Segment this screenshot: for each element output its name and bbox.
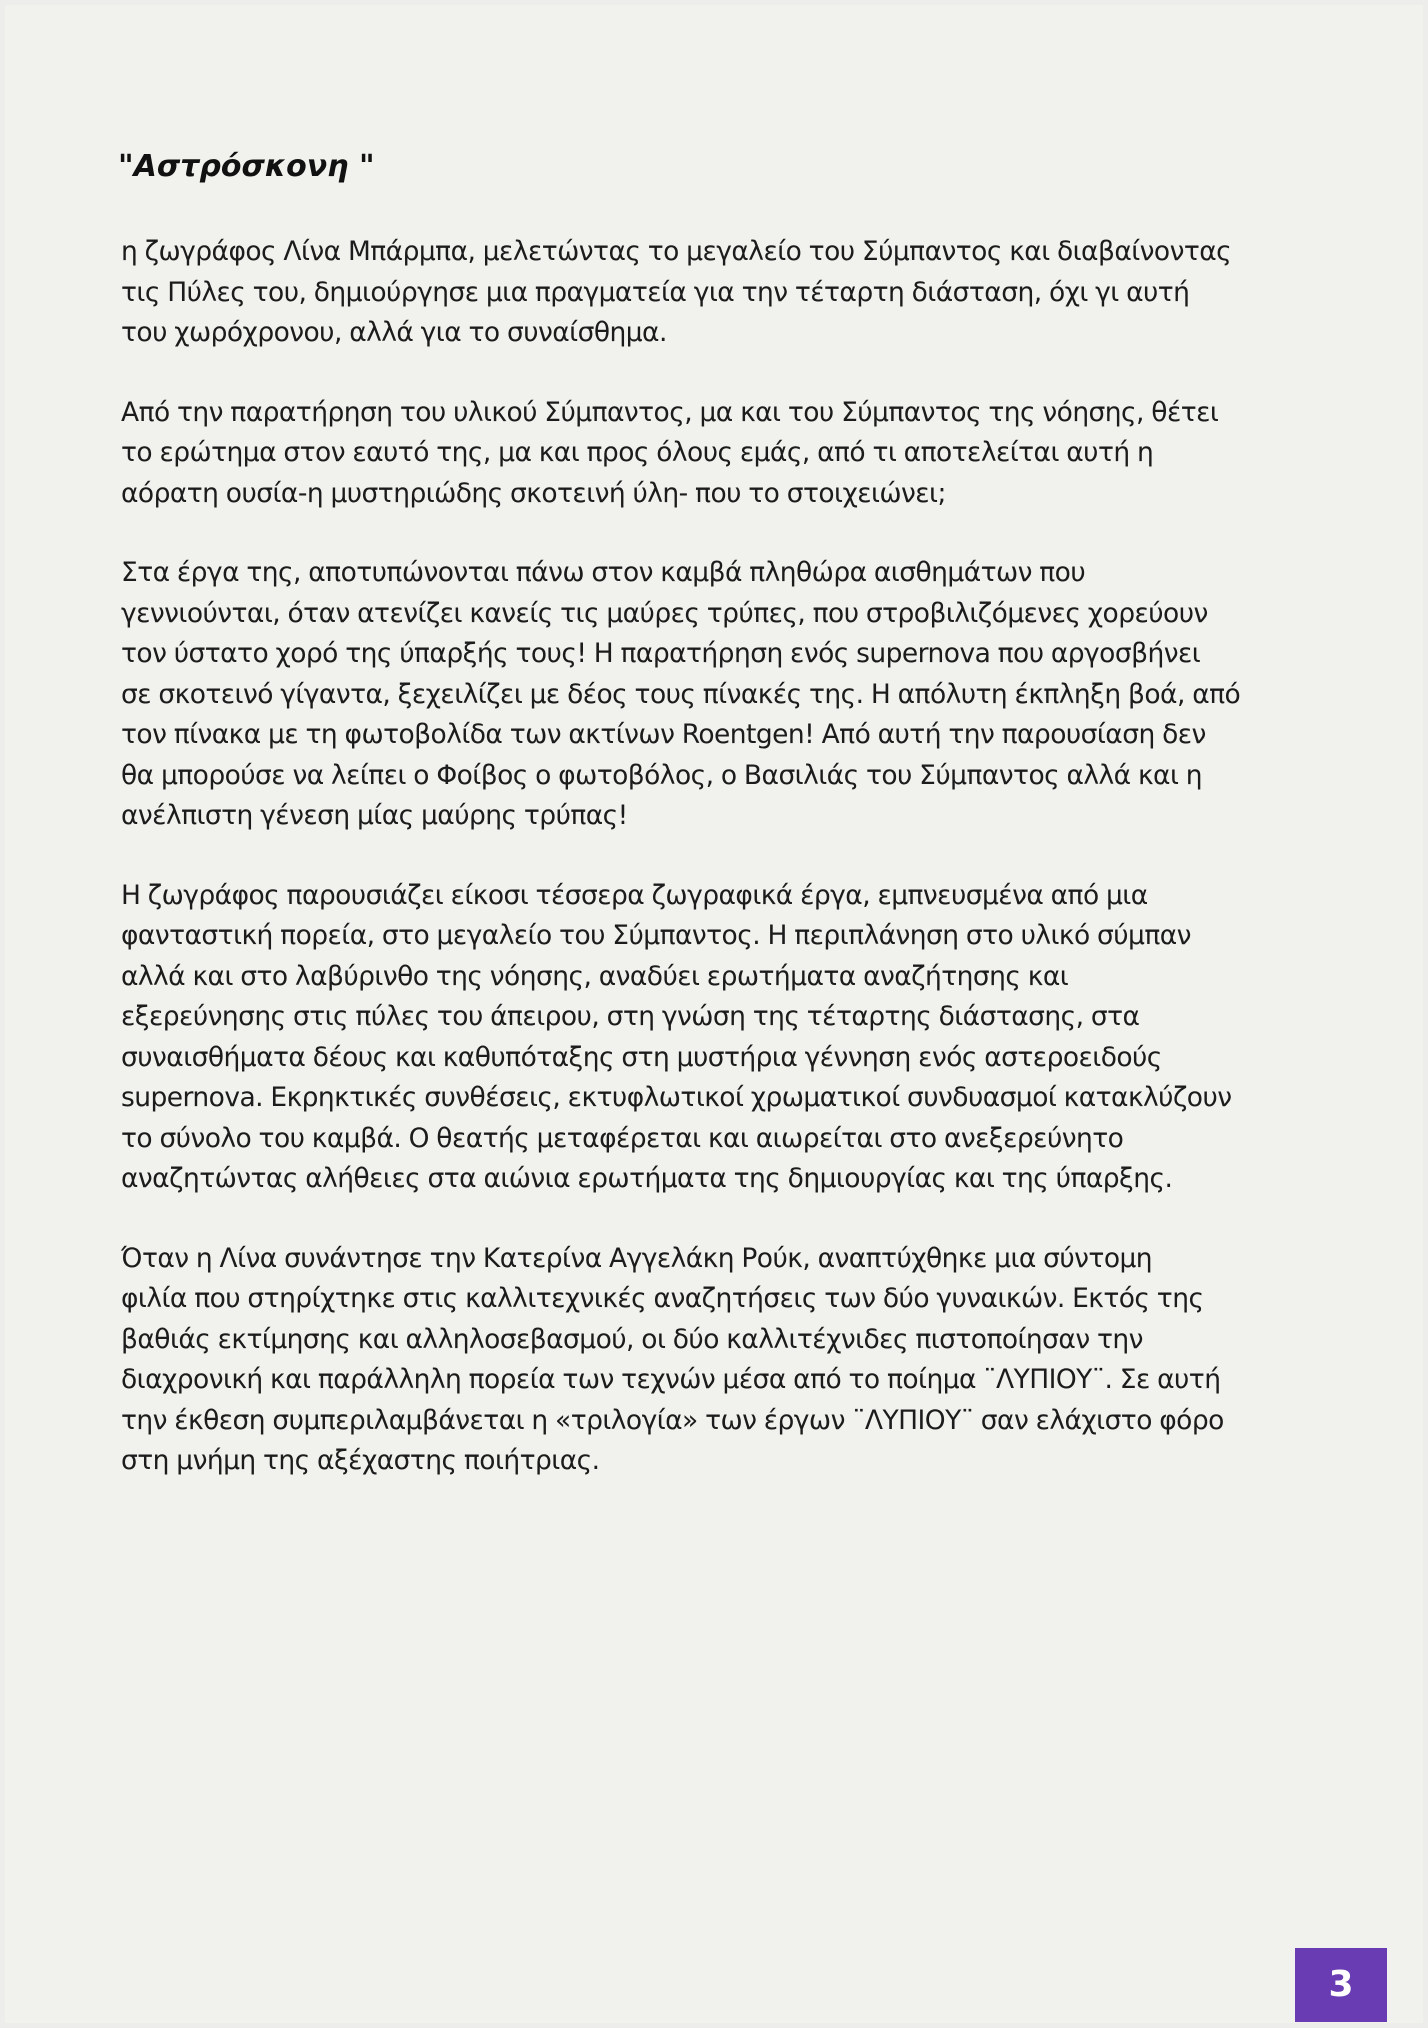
paragraph-friendship: Όταν η Λίνα συνάντησε την Κατερίνα Αγγελάκη Ρούκ, αναπτύχθηκε μια σύντομη φιλία που στηρίχτηκε στις καλλιτεχνικές αναζητήσεις των δύο γυναικών. Εκτός της βαθιάς εκτίμησης και αλληλοσεβασμού, οι δύο καλλιτέχνιδες πιστοποίησαν την διαχρονική και παράλληλη πορεία των τεχνών μέσα από το ποίημα ¨ΛΥΠΙΟΥ¨. Σε αυτή την έκθεση συμπεριλαμβάνεται η «τριλογία» των έργων ¨ΛΥΠΙΟΥ¨ σαν ελάχιστο φόρο στη μνήμη της αξέχαστης ποιήτριας. <box>121 1242 1224 1476</box>
paragraph-exhibition: Η ζωγράφος παρουσιάζει είκοσι τέσσερα ζωγραφικά έργα, εμπνευσμένα από μια φανταστική πορεία, στο μεγαλείο του Σύμπαντος. Η περιπλάνηση στο υλικό σύμπαν αλλά και στο λαβύρινθο της νόησης, αναδύει ερωτήματα αναζήτησης και εξερεύνησης στις πύλες του άπειρου, στη γνώση της τέταρτης διάστασης, στα συναισθήματα δέους και καθυπόταξης στη μυστήρια γέννηση ενός αστεροειδούς supernova. Εκρηκτικές συνθέσεις, εκτυφλωτικοί χρωματικοί συνδυασμοί κατακλύζουν το σύνολο του καμβά. Ο θεατής μεταφέρεται και αιωρείται στο ανεξερεύνητο αναζητώντας αλήθειες στα αιώνια ερωτήματα της δημιουργίας και της ύπαρξης. <box>121 879 1232 1194</box>
title-quote-close: " <box>348 149 375 184</box>
paragraph-works: Στα έργα της, αποτυπώνονται πάνω στον καμβά πληθώρα αισθημάτων που γεννιούνται, όταν ατενίζει κανείς τις μαύρες τρύπες, που στροβιλιζόμενες χορεύουν τον ύστατο χορό της ύπαρξής τους! Η παρατήρηση ενός supernova που αργοσβήνει σε σκοτεινό γίγαντα, ξεχειλίζει με δέος τους πίνακές της. Η απόλυτη έκπληξη βοά, από τον πίνακα με τη φωτοβολίδα των ακτίνων Roentgen! Από αυτή την παρουσίαση δεν θα μπορούσε να λείπει ο Φοίβος ο φωτοβόλος, ο Βασιλιάς του Σύμπαντος αλλά και η ανέλπιστη γένεση μίας μαύρης τρύπας! <box>121 557 1241 831</box>
paragraph-intro: η ζωγράφος Λίνα Μπάρμπα, μελετώντας το μεγαλείο του Σύμπαντος και διαβαίνοντας τις Πύλες του, δημιούργησε μια πραγματεία για την τέταρτη διάσταση, όχι γι αυτή του χωρόχρονου, αλλά για το συναίσθημα. <box>121 236 1232 348</box>
title-quote-open: " <box>118 149 134 184</box>
document-page <box>5 5 1423 2023</box>
document-body <box>121 232 1331 1521</box>
title-text: Αστρόσκονη <box>133 149 349 184</box>
paragraph-dark-matter: Από την παρατήρηση του υλικού Σύμπαντος, μα και του Σύμπαντος της νόησης, θέτει το ερώτημα στον εαυτό της, μα και προς όλους εμάς, από τι αποτελείται αυτή η αόρατη ουσία-η μυστηριώδης σκοτεινή ύλη- που το στοιχειώνει; <box>121 396 1219 509</box>
page-number-badge: 3 <box>1295 1948 1387 2022</box>
document-title <box>118 145 375 189</box>
